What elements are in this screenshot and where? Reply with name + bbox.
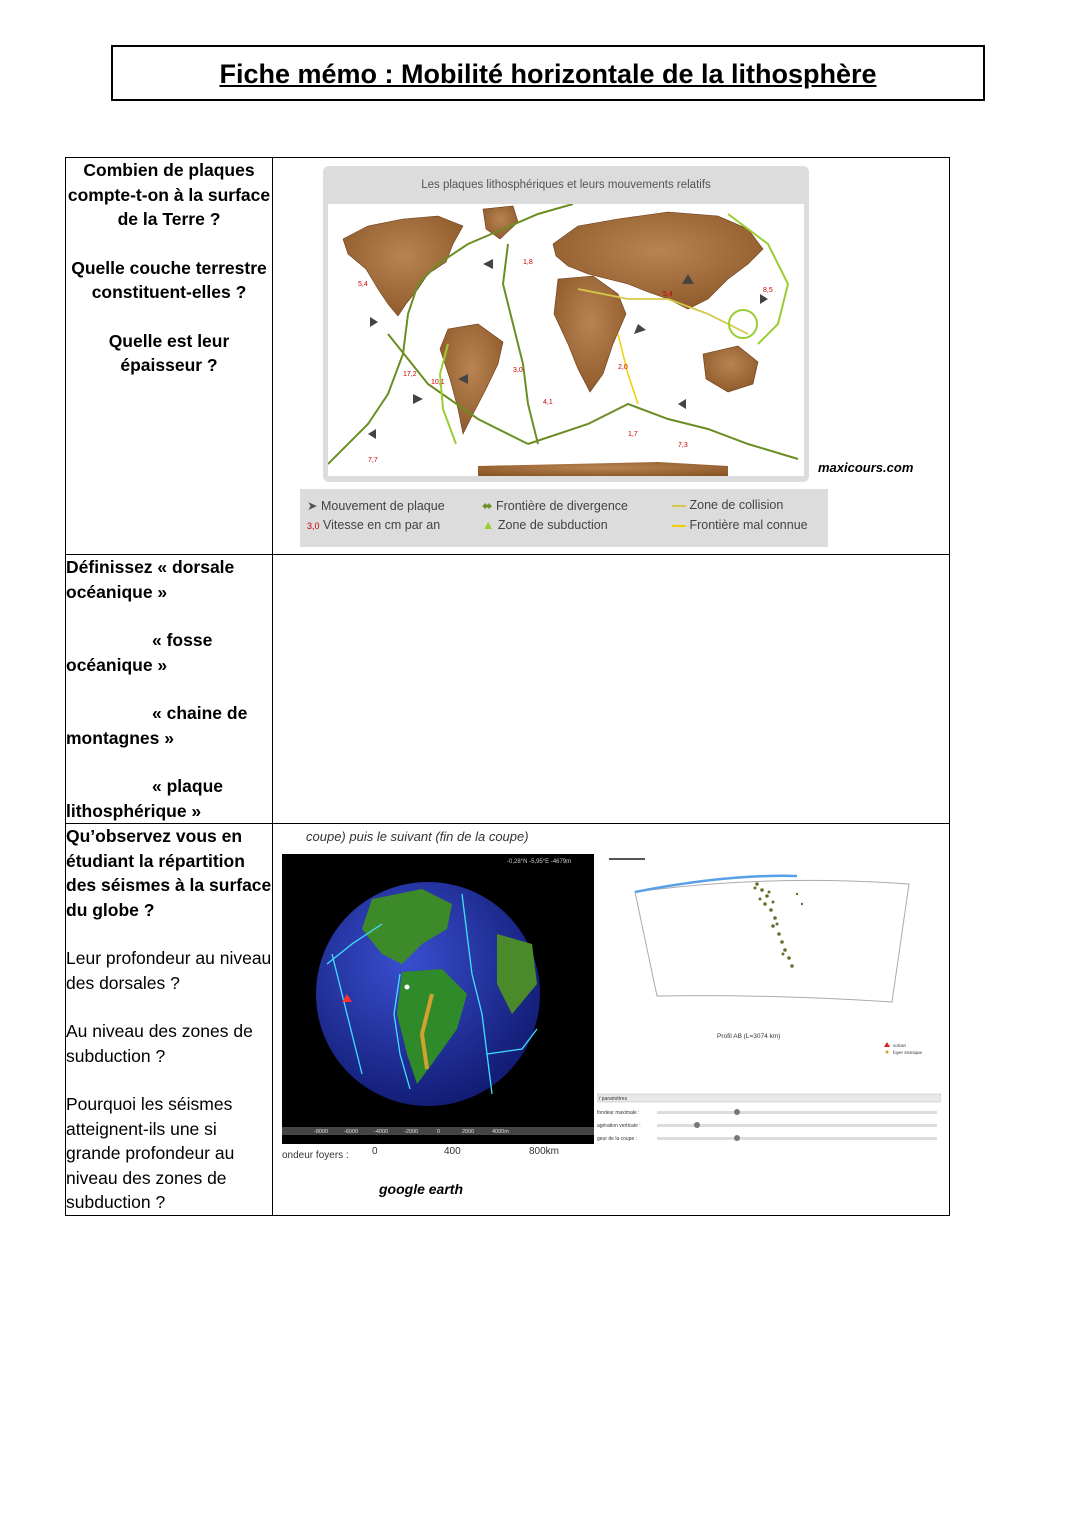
earthquake-images-cell xyxy=(273,824,950,1216)
map-legend xyxy=(300,489,828,547)
speed-label: 5,4 xyxy=(358,281,368,288)
speed-label: 3,0 xyxy=(513,367,523,374)
map-source: maxicours.com xyxy=(818,460,914,475)
continent-australia xyxy=(703,346,758,392)
continent-antarctica xyxy=(478,462,728,476)
profile-label: Profil AB (L=3074 km) xyxy=(717,1033,781,1040)
globe-svg xyxy=(282,854,594,1160)
svg-text:ondeur foyers :: ondeur foyers : xyxy=(282,1150,349,1160)
question-plate-count: Combien de plaques compte-t-on à la surface de la Terre ? xyxy=(67,160,271,229)
page-title: Fiche mémo : Mobilité horizontale de la lithosphère xyxy=(219,59,877,89)
speed-label: 1,7 xyxy=(628,431,638,438)
svg-text:-4000: -4000 xyxy=(374,1129,389,1135)
svg-text:volcan: volcan xyxy=(893,1043,907,1048)
globe-coordinates: -0,28°N -5,95°E -4679m xyxy=(507,859,572,865)
speed-label: 2,0 xyxy=(618,364,628,371)
speed-label: 17,2 xyxy=(403,371,417,378)
legend-collision: Zone de collision xyxy=(672,498,783,512)
svg-text:geur de la coupe :: geur de la coupe : xyxy=(597,1136,638,1142)
speed-label: 7,3 xyxy=(678,442,688,449)
row-definitions xyxy=(66,555,950,824)
params-label: / paramètres xyxy=(599,1096,628,1102)
title-box xyxy=(111,45,985,101)
svg-text:800km: 800km xyxy=(529,1146,560,1157)
question-ridge-depth: Leur profondeur au niveau des dorsales ? xyxy=(66,948,272,993)
row-plates xyxy=(66,158,950,555)
profile-svg xyxy=(597,854,941,1160)
continent-north-america xyxy=(343,216,463,316)
ridge-southern xyxy=(528,404,798,459)
speed-label: 5,4 xyxy=(663,291,673,298)
svg-text:0: 0 xyxy=(437,1129,441,1135)
question-distribution: Qu’observez vous en étudiant la répartition des séismes à la surface du globe ? xyxy=(66,826,272,920)
unknown-line-icon xyxy=(672,525,686,527)
question-layer: Quelle couche terrestre constituent-elles ? xyxy=(71,257,267,302)
seismic-profile-screenshot xyxy=(597,854,941,1160)
globe-screenshot xyxy=(282,854,594,1160)
speed-label: 1,8 xyxy=(523,259,533,266)
plates-questions xyxy=(66,158,273,555)
speed-label: 4,1 xyxy=(543,399,553,406)
svg-text:foyer sismique: foyer sismique xyxy=(893,1050,923,1055)
speed-label: 7,7 xyxy=(368,457,378,464)
legend-movement: ➤ Mouvement de plaque xyxy=(307,499,445,513)
def-fosse: « fosse océanique » xyxy=(66,630,213,675)
svg-text:2000: 2000 xyxy=(462,1129,475,1135)
image-source: google earth xyxy=(379,1181,464,1197)
ridge-mid-atlantic xyxy=(503,244,538,444)
plates-map-cell xyxy=(273,158,950,555)
continent-south-america xyxy=(440,324,503,434)
definitions-questions xyxy=(66,555,273,824)
divergence-icon: ⬌ xyxy=(482,499,493,513)
subduction-philippines xyxy=(729,310,757,338)
collision-line-icon xyxy=(672,505,686,507)
world-map-svg xyxy=(328,204,804,476)
map-caption: Les plaques lithosphériques et leurs mouvements relatifs xyxy=(421,179,711,191)
legend-divergence: ⬌ Frontière de divergence xyxy=(482,499,628,513)
continent-africa xyxy=(554,276,626,392)
question-thickness: Quelle est leur épaisseur ? xyxy=(108,330,230,375)
profile-legend xyxy=(884,1042,923,1055)
legend-speed: 3,0 Vitesse en cm par an xyxy=(307,518,441,532)
plates-map-panel xyxy=(323,166,809,482)
row-earthquakes xyxy=(66,824,950,1216)
speed-label: 10,1 xyxy=(431,379,445,386)
earthquake-questions xyxy=(66,824,273,1216)
def-chaine: « chaine de montagnes » xyxy=(66,703,248,748)
profile-section xyxy=(635,880,909,1002)
question-why-deep: Pourquoi les séismes atteignent-ils une si grande profondeur au niveau des zones de subduction ? xyxy=(66,1094,235,1212)
def-plaque: « plaque lithosphérique » xyxy=(66,776,223,821)
params-header xyxy=(597,1094,941,1102)
speed-sample: 3,0 xyxy=(307,521,320,531)
svg-text:0: 0 xyxy=(372,1146,378,1157)
coupe-caption: coupe) puis le suivant (fin de la coupe) xyxy=(306,829,529,844)
continent-greenland xyxy=(483,206,518,239)
world-map xyxy=(328,204,804,476)
svg-text:-6000: -6000 xyxy=(344,1129,359,1135)
point-marker xyxy=(405,985,410,990)
svg-text:agération verticale :: agération verticale : xyxy=(597,1123,641,1129)
movement-arrow-icon: ➤ xyxy=(307,499,318,513)
question-subduction-depth: Au niveau des zones de subduction ? xyxy=(66,1021,253,1066)
svg-text:-2000: -2000 xyxy=(404,1129,419,1135)
svg-text:400: 400 xyxy=(444,1146,461,1157)
legend-unknown: Frontière mal connue xyxy=(672,518,808,532)
def-dorsale: Définissez « dorsale océanique » xyxy=(66,557,235,602)
definitions-answer-area xyxy=(273,555,950,824)
params-sliders xyxy=(597,1109,937,1142)
svg-text:fondeur maximale :: fondeur maximale : xyxy=(597,1110,640,1116)
memo-table xyxy=(65,157,950,1216)
subduction-icon: ▲ xyxy=(482,518,495,532)
svg-text:-8000: -8000 xyxy=(314,1129,329,1135)
speed-label: 8,5 xyxy=(763,287,773,294)
svg-text:4000m: 4000m xyxy=(492,1129,509,1135)
legend-subduction: ▲ Zone de subduction xyxy=(482,518,608,532)
